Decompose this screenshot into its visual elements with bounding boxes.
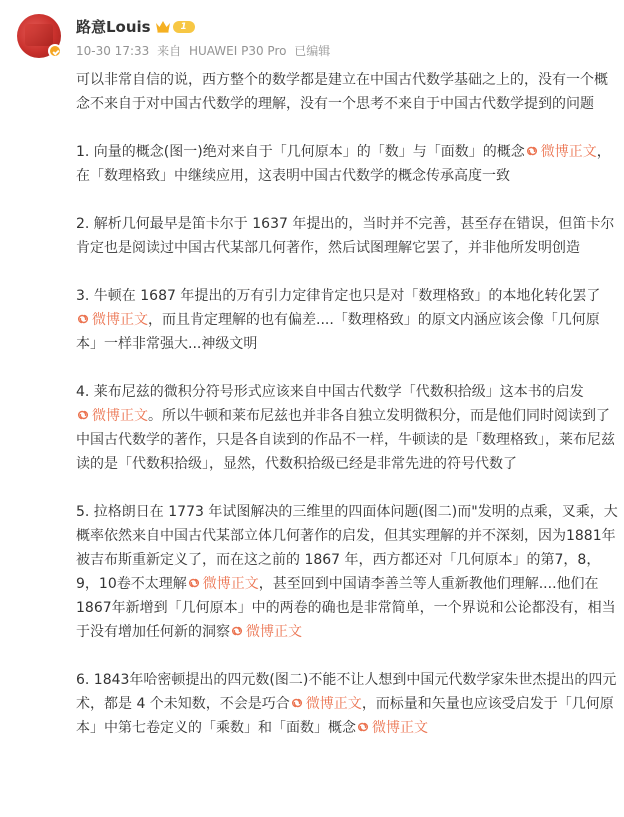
point-1 [76, 140, 618, 188]
weibo-link[interactable] [290, 696, 362, 712]
point-3 [76, 284, 618, 356]
weibo-link[interactable] [356, 720, 428, 736]
point-3-text-b: ，而且肯定理解的也有偏差....「数理格致」的原文内涵应该会像「几何原本」一样非常强大...神级文明 [76, 312, 600, 352]
edited-label: 已编辑 [294, 44, 331, 58]
point-5-text-a: 5. 拉格朗日在 1773 年试图解决的三维里的四面体问题(图二)而"发明的点乘，叉乘，大概率依然来自中国古代某部立体几何著作的启发，但其实理解的并不深刻，因为1881年被吉布斯重新定义了，而在这之前的 1867 年，西方都还对「几何原本」的第7，8，9，10卷不太理解 [76, 504, 618, 592]
weibo-link-label: 微博正文 [92, 312, 148, 328]
link-icon [76, 312, 90, 326]
link-icon [525, 144, 539, 158]
point-6-text-a: 6. 1843年哈密顿提出的四元数(图二)不能不让人想到中国元代数学家朱世杰提出的四元术，都是 4 个未知数，不会是巧合 [76, 672, 617, 712]
intro-paragraph: 可以非常自信的说，西方整个的数学都是建立在中国古代数学基础之上的，没有一个概念不来自于对中国古代数学的理解，没有一个思考不来自于中国古代数学提到的问题 [76, 72, 608, 112]
weibo-link[interactable] [76, 408, 148, 424]
author-row [76, 16, 195, 37]
point-5-text-b: ，甚至回到中国请李善兰等人重新教他们理解....他们在1867年新增到「几何原本」中的两卷的确也是非常简单，一个界说和公论都没有，相当于没有增加任何新的洞察 [76, 576, 616, 640]
weibo-link-label: 微博正文 [92, 408, 148, 424]
post-meta [76, 42, 334, 59]
point-1-text-a: 1. 向量的概念(图一)绝对来自于「几何原本」的「数」与「面数」的概念 [76, 144, 525, 160]
link-icon [230, 624, 244, 638]
link-icon [290, 696, 304, 710]
weibo-link[interactable] [230, 624, 302, 640]
weibo-link-label: 微博正文 [372, 720, 428, 736]
point-3-text-a: 3. 牛顿在 1687 年提出的万有引力定律肯定也只是对「数理格致」的本地化转化罢了 [76, 288, 601, 304]
link-icon [76, 408, 90, 422]
weibo-link-label: 微博正文 [540, 144, 597, 160]
point-4-text-a: 4. 莱布尼兹的微积分符号形式应该来自中国古代数学「代数积拾级」这本书的启发 [76, 384, 584, 400]
source-device: HUAWEI P30 Pro [188, 44, 287, 58]
link-icon [187, 576, 201, 590]
weibo-link[interactable] [76, 312, 148, 328]
post-content [76, 68, 618, 764]
point-4 [76, 380, 618, 476]
source-prefix: 来自 [157, 44, 182, 58]
username[interactable]: 路意Louis [76, 18, 151, 36]
point-4-text-b: 。所以牛顿和莱布尼兹也并非各自独立发明微积分，而是他们同时阅读到了中国古代数学的著作，只是各自读到的作品不一样，牛顿读的是「数理格致」，莱布尼兹读的是「代数积拾级」，显然，代数积拾级已经是非常先进的符号代数了 [76, 408, 615, 472]
point-6-text-b: ，而标量和矢量也应该受启发于「几何原本」中第七卷定义的「乘数」和「面数」概念 [76, 696, 614, 736]
point-6 [76, 668, 618, 740]
point-1-text-b: ，在「数理格致」中继续应用，这表明中国古代数学的概念传承高度一致 [76, 144, 611, 184]
weibo-link-label: 微博正文 [305, 696, 362, 712]
weibo-link-label: 微博正文 [202, 576, 259, 592]
level-badge: 1 [173, 21, 195, 33]
weibo-link[interactable] [187, 576, 259, 592]
point-2: 2. 解析几何最早是笛卡尔于 1637 年提出的，当时并不完善，甚至存在错误，但笛卡尔肯定也是阅读过中国古代某部几何著作，然后试图理解它罢了，并非他所发明创造 [76, 216, 615, 256]
link-icon [356, 720, 370, 734]
weibo-link[interactable] [525, 144, 597, 160]
weibo-link-label: 微博正文 [246, 624, 302, 640]
timestamp[interactable]: 10-30 17:33 [76, 44, 150, 58]
verified-icon [48, 44, 62, 58]
crown-icon [155, 20, 171, 33]
point-5 [76, 500, 618, 644]
